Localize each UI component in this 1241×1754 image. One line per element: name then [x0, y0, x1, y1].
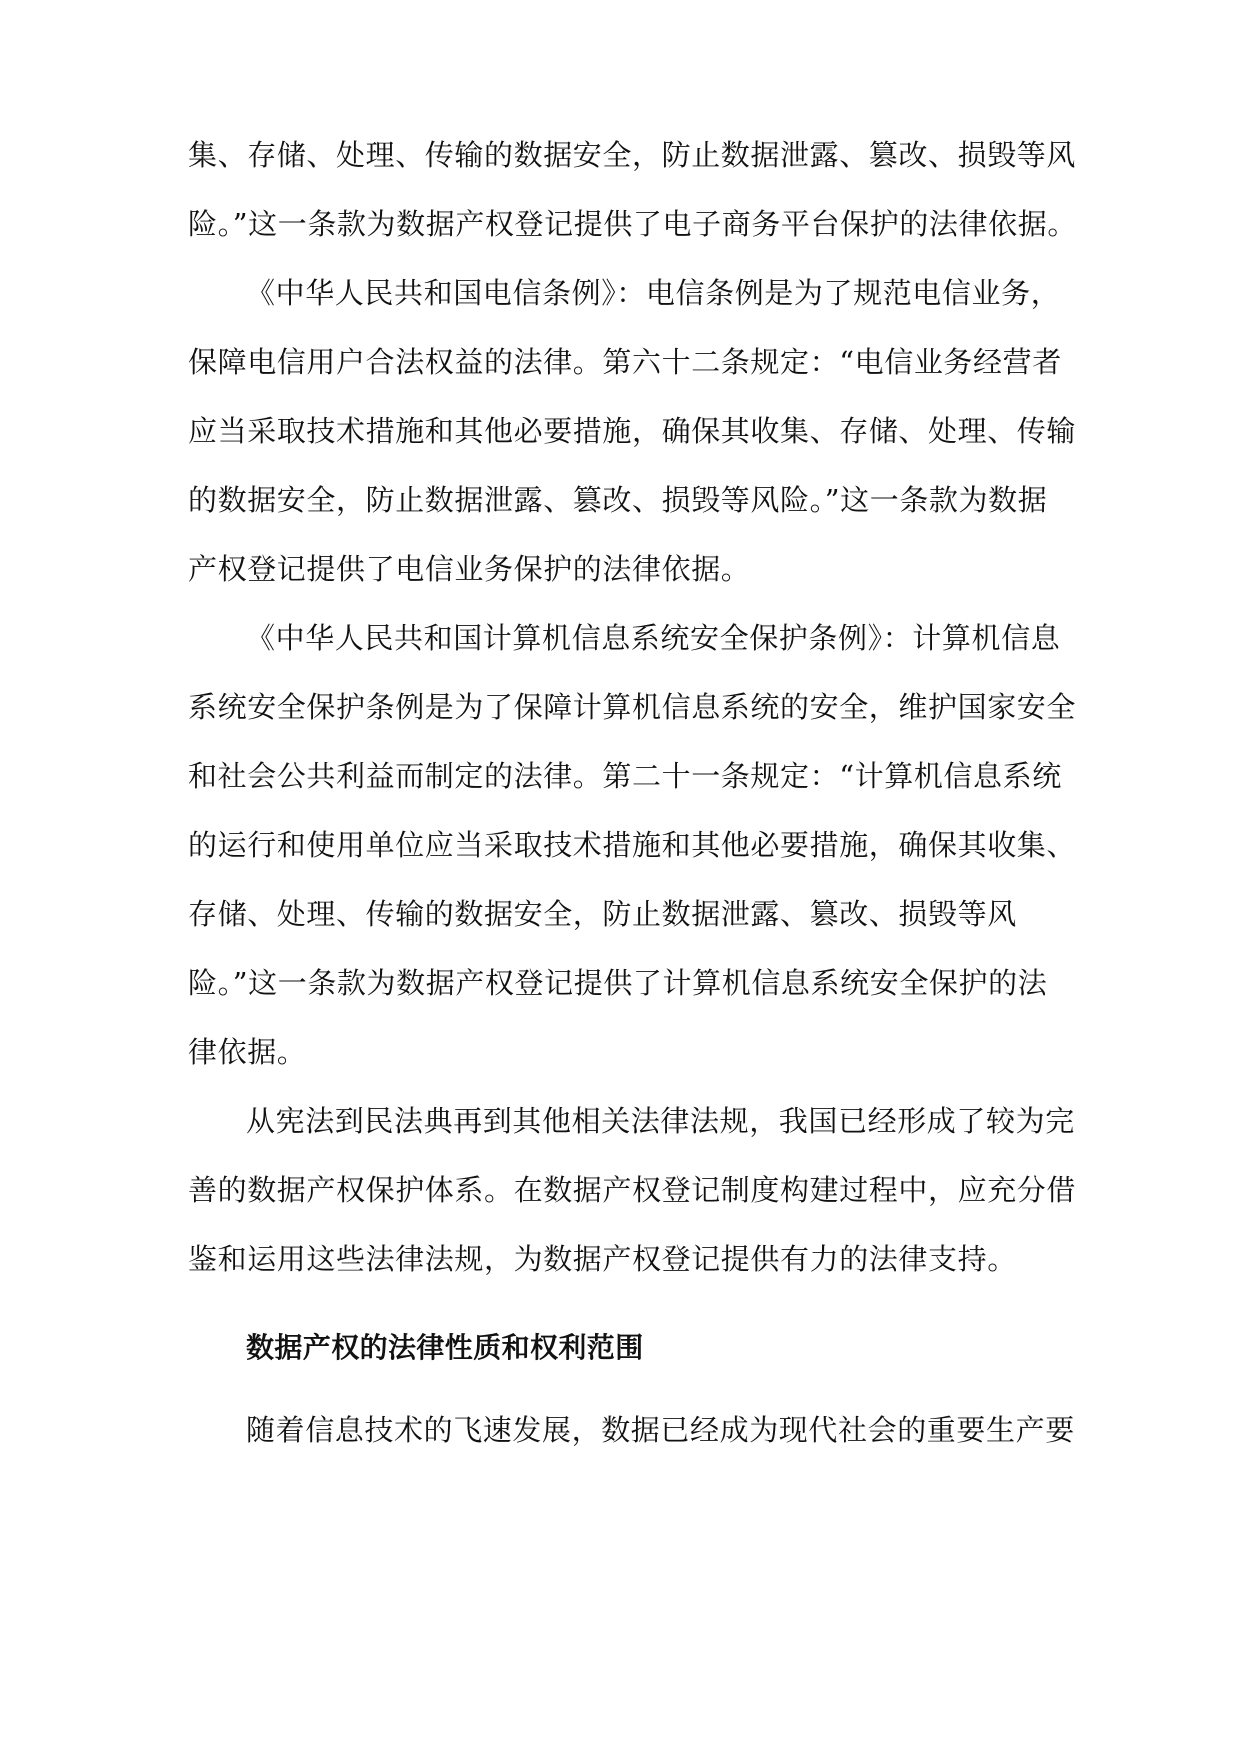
- text-line-6: 的数据安全，防止数据泄露、篡改、损毁等风险。”这一条款为数据: [188, 483, 1048, 517]
- text-line-17: 鉴和运用这些法律法规，为数据产权登记提供有力的法律支持。: [188, 1242, 1017, 1276]
- text-line-12: 存储、处理、传输的数据安全，防止数据泄露、篡改、损毁等风: [188, 897, 1017, 931]
- text-line-5: 应当采取技术措施和其他必要措施，确保其收集、存储、处理、传输: [188, 414, 1077, 448]
- text-line-7: 产权登记提供了电信业务保护的法律依据。: [188, 552, 751, 586]
- text-line-4: 保障电信用户合法权益的法律。第六十二条规定：“电信业务经营者: [188, 345, 1062, 379]
- paragraph-telecom-regulation-start: 《中华人民共和国电信条例》：电信条例是为了规范电信业务，: [246, 276, 1061, 310]
- text-line-10: 和社会公共利益而制定的法律。第二十一条规定：“计算机信息系统: [188, 759, 1062, 793]
- text-line-13: 险。”这一条款为数据产权登记提供了计算机信息系统安全保护的法: [188, 966, 1048, 1000]
- paragraph-summary-start: 从宪法到民法典再到其他相关法律法规，我国已经形成了较为完: [246, 1104, 1075, 1138]
- text-line-9: 系统安全保护条例是为了保障计算机信息系统的安全，维护国家安全: [188, 690, 1077, 724]
- text-line-16: 善的数据产权保护体系。在数据产权登记制度构建过程中，应充分借: [188, 1173, 1077, 1207]
- text-line-2: 险。”这一条款为数据产权登记提供了电子商务平台保护的法律依据。: [188, 207, 1077, 241]
- text-line-11: 的运行和使用单位应当采取技术措施和其他必要措施，确保其收集、: [188, 828, 1077, 862]
- paragraph-computer-security-regulation-start: 《中华人民共和国计算机信息系统安全保护条例》：计算机信息: [246, 621, 1061, 655]
- section-heading: 数据产权的法律性质和权利范围: [246, 1331, 644, 1364]
- text-line-14: 律依据。: [188, 1035, 307, 1069]
- text-line-1: 集、存储、处理、传输的数据安全，防止数据泄露、篡改、损毁等风: [188, 138, 1077, 172]
- paragraph-data-property-start: 随着信息技术的飞速发展，数据已经成为现代社会的重要生产要: [246, 1413, 1075, 1447]
